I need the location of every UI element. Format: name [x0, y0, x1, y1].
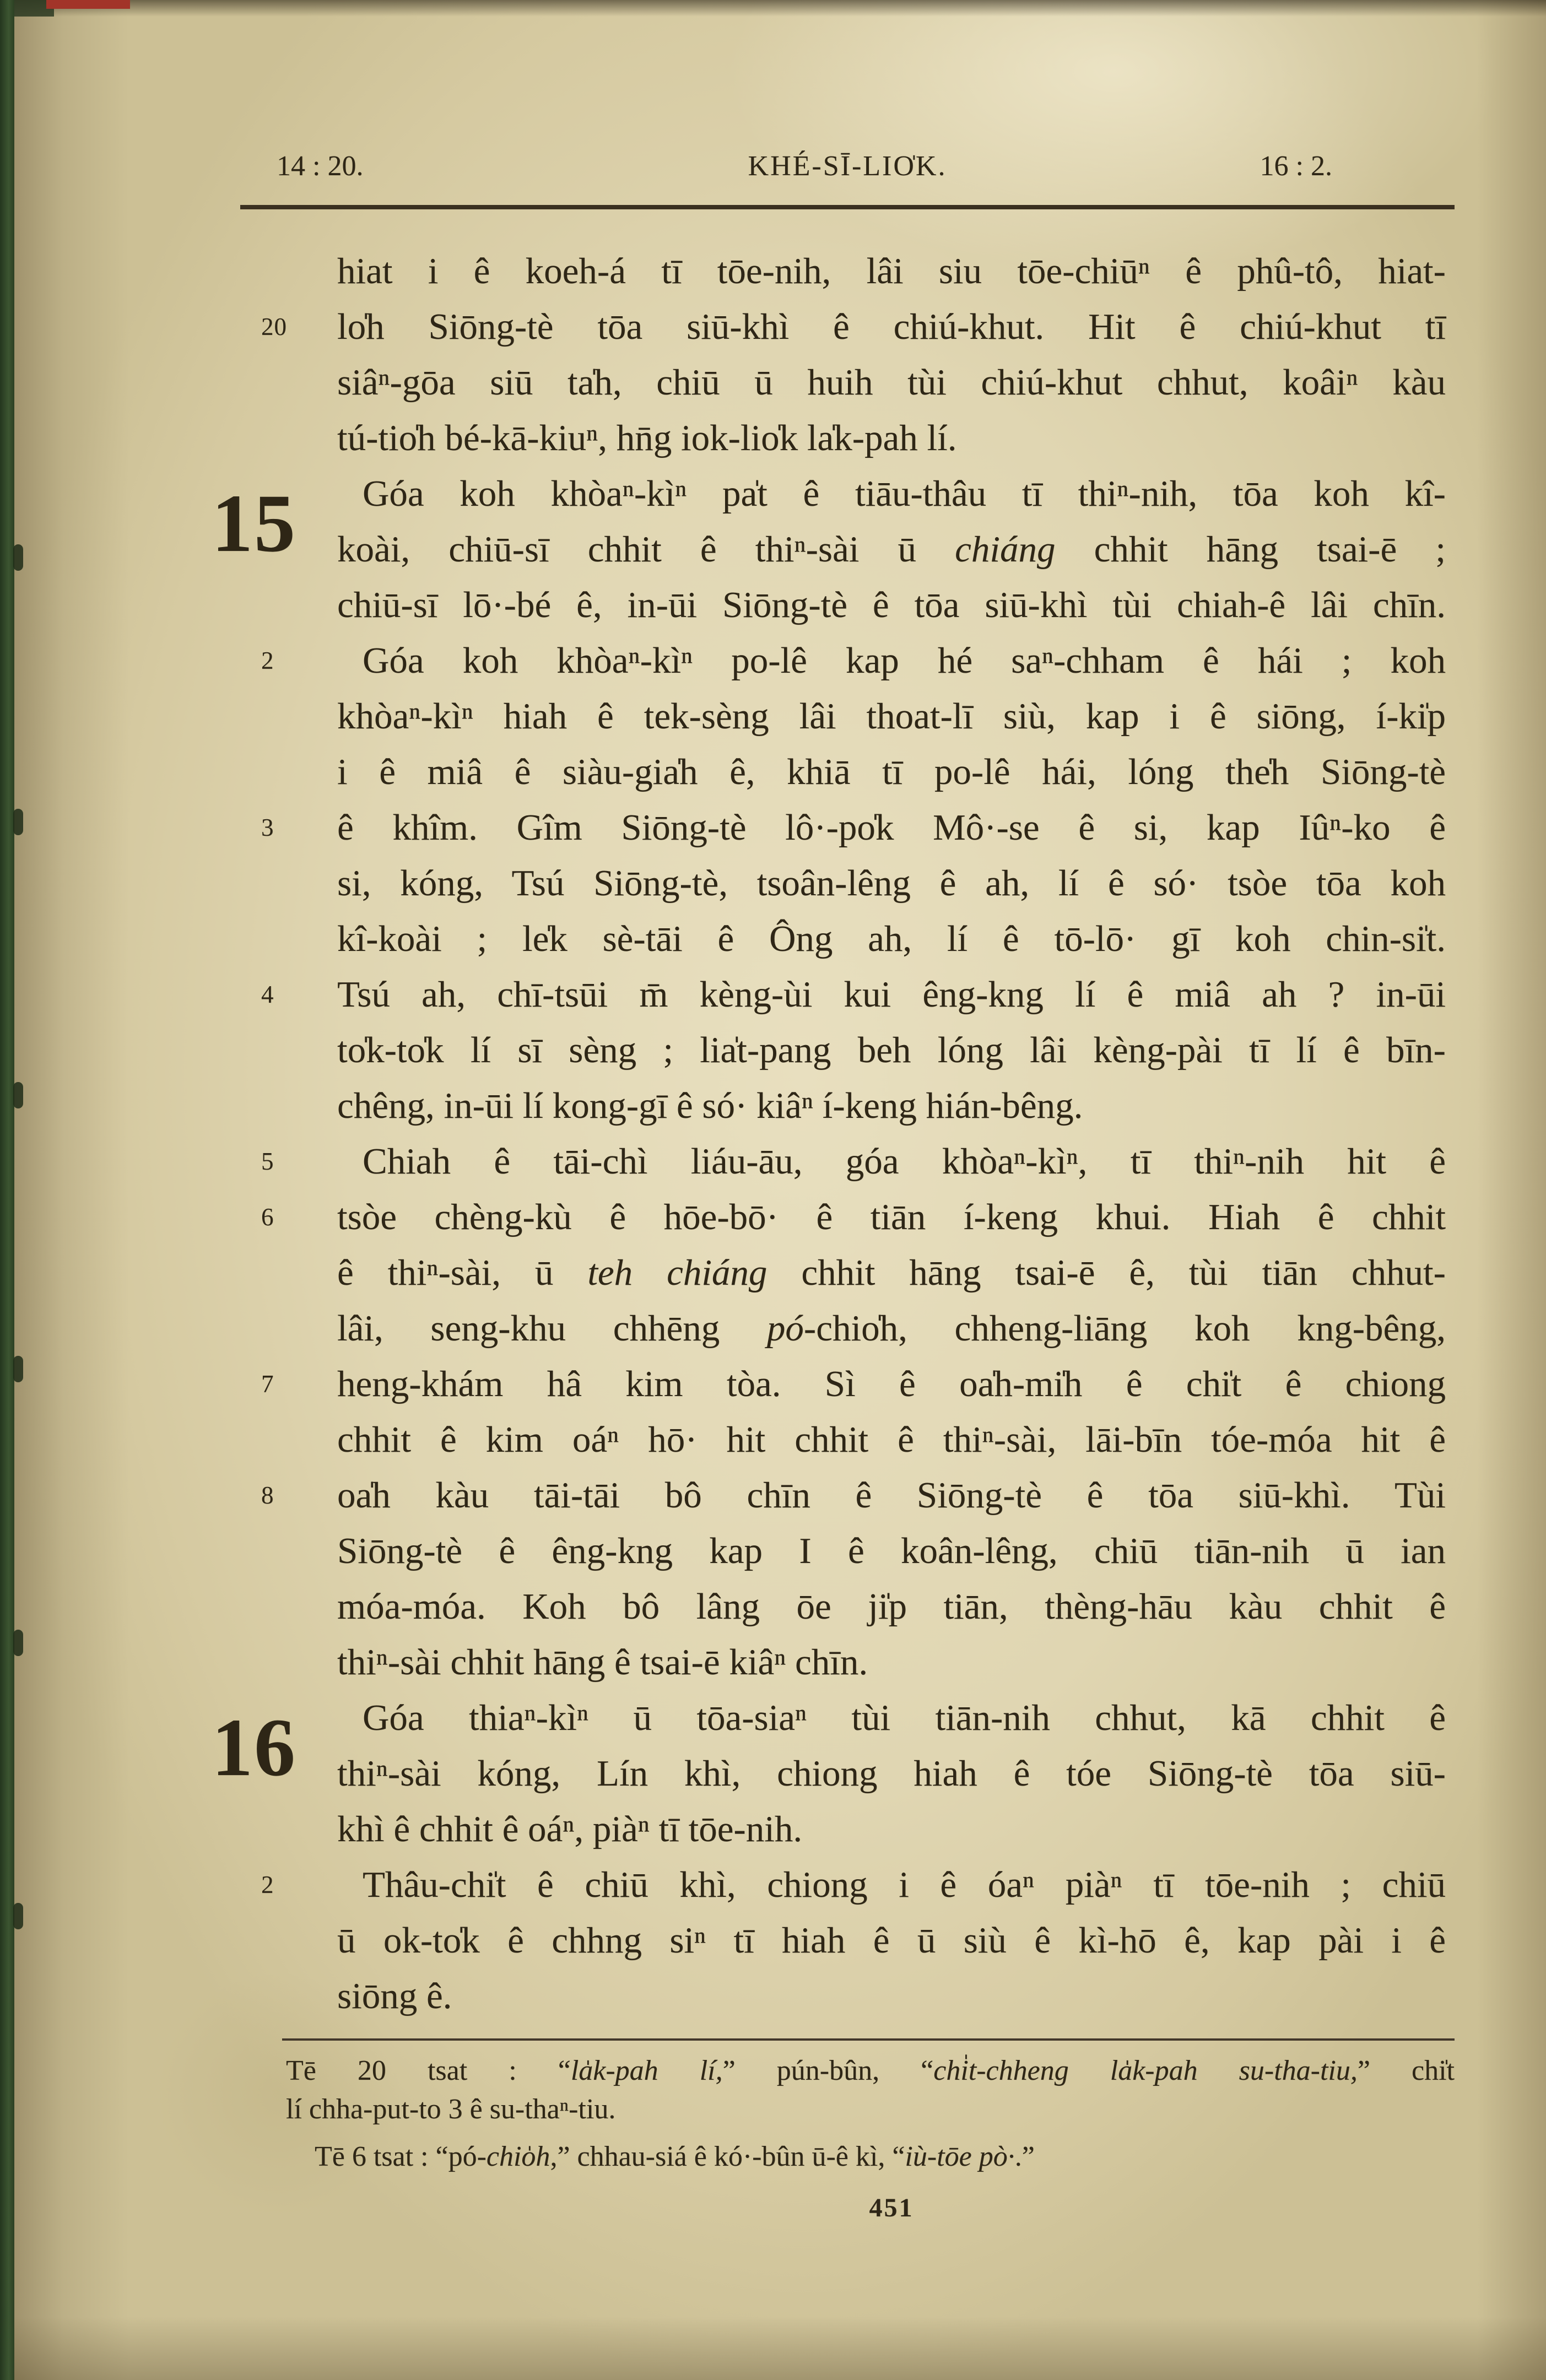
text-line [337, 1802, 1446, 1857]
binding-stitch [13, 1630, 23, 1656]
scripture-text [212, 244, 1446, 2024]
line-text: Siōng-tè ê êng-kng kap I ê koân-lêng, chiū tiān-nih ū ian [337, 1530, 1446, 1571]
footnote-text-italic: iù-tōe pò· [905, 2141, 1015, 2172]
verse-number: 2 [261, 647, 274, 674]
text-line [261, 1356, 1446, 1412]
line-text: khòaⁿ-kìⁿ hiah ê tek-sèng lâi thoat-lī siù, kap i ê siōng, í-ki̍p [337, 696, 1446, 737]
text-line [337, 1301, 1446, 1356]
text-line [337, 244, 1446, 299]
verse-number: 5 [261, 1148, 274, 1175]
line-text: thiⁿ-sài chhit hāng ê tsai-ē kiâⁿ chīn. [337, 1642, 868, 1683]
line-text: chhit hāng tsai-ē ê, tùi tiān chhut- [767, 1252, 1446, 1293]
line-text: chhit ê kim oáⁿ hō· hit chhit ê thiⁿ-sài, lāi-bīn tóe-móa hit ê [337, 1419, 1446, 1460]
footnote-text-italic: la̍k-pah lí, [570, 2055, 723, 2086]
binding-stitch [13, 544, 23, 571]
header-left-verse-ref: 14 : 20. [277, 150, 364, 182]
text-line [337, 1412, 1446, 1468]
footnote-line [286, 2052, 1455, 2090]
footnote-text: ” chi̍t [1357, 2055, 1455, 2086]
line-text: khì ê chhit ê oáⁿ, piàⁿ tī tōe-nih. [337, 1809, 803, 1849]
footnote-text: Tē 6 tsat : “pó- [315, 2141, 486, 2172]
line-text: Chiah ê tāi-chì liáu-āu, góa khòaⁿ-kìⁿ, tī thiⁿ-nih hit ê [363, 1141, 1446, 1182]
footnote-text: .” [1014, 2141, 1035, 2172]
text-line [337, 1023, 1446, 1078]
binding-stitch [13, 1903, 23, 1929]
line-text: Góa koh khòaⁿ-kìⁿ pa̍t ê tiāu-thâu tī thiⁿ-nih, tōa koh kî- [363, 473, 1446, 514]
line-text: si, kóng, Tsú Siōng-tè, tsoân-lêng ê ah, lí ê só· tsòe tōa koh [337, 863, 1446, 904]
text-line [337, 856, 1446, 911]
line-text: koài, chiū-sī chhit ê thiⁿ-sài ū [337, 529, 955, 570]
text-line [337, 1968, 1446, 2024]
line-text: to̍k-to̍k lí sī sèng ; lia̍t-pang beh lóng lâi kèng-pài tī lí ê bīn- [337, 1030, 1446, 1070]
line-text-italic: pó [766, 1308, 804, 1349]
line-text: ê thiⁿ-sài, ū [337, 1252, 588, 1293]
verse-number: 7 [261, 1370, 274, 1398]
header-rule [240, 205, 1455, 209]
verse-number: 20 [261, 313, 287, 340]
verse-number: 8 [261, 1481, 274, 1509]
line-text: kî-koài ; le̍k sè-tāi ê Ông ah, lí ê tō-lō· gī koh chin-si̍t. [337, 918, 1446, 959]
line-text: móa-móa. Koh bô lâng ōe ji̍p tiān, thèng-hāu kàu chhit ê [337, 1586, 1446, 1627]
footnote-text: lí chha-put-to 3 ê su-thaⁿ-tiu. [286, 2094, 616, 2125]
line-text: heng-khám hâ kim tòa. Sì ê oa̍h-mi̍h ê chi̍t ê chiong [337, 1364, 1446, 1404]
footnote-line [286, 2090, 1455, 2129]
text-line [261, 1134, 1446, 1189]
text-line [337, 1635, 1446, 1690]
text-line [337, 410, 1446, 466]
text-line [261, 1857, 1446, 1913]
cover-red-edge [46, 0, 130, 9]
line-text: lo̍h Siōng-tè tōa siū-khì ê chiú-khut. Hit ê chiú-khut tī [337, 306, 1446, 347]
line-text: lâi, seng-khu chhēng [337, 1308, 767, 1349]
text-line [337, 577, 1446, 633]
line-text: Tsú ah, chī-tsūi m̄ kèng-ùi kui êng-kng lí ê miâ ah ? in-ūi [337, 974, 1446, 1015]
text-line [261, 299, 1446, 355]
text-line [337, 1523, 1446, 1579]
text-line [337, 1913, 1446, 1968]
verse-number: 2 [261, 1871, 274, 1898]
footnote-text-italic: chi̍t-chheng la̍k-pah su-tha-tiu, [933, 2055, 1358, 2086]
binding-stitch [13, 1082, 23, 1108]
line-text: ū ok-to̍k ê chhng siⁿ tī hiah ê ū siù ê kì-hō ê, kap pài i ê [337, 1920, 1446, 1961]
line-text-italic: teh chiáng [587, 1252, 767, 1293]
line-text: ê khîm. Gîm Siōng-tè lô·-po̍k Mô·-se ê si, kap Iûⁿ-ko ê [337, 807, 1446, 848]
text-line [337, 466, 1446, 522]
text-line [261, 967, 1446, 1023]
line-text: chiū-sī lō·-bé ê, in-ūi Siōng-tè ê tōa siū-khì tùi chiah-ê lâi chīn. [337, 585, 1446, 625]
footnote-text-italic: chio̍h [486, 2141, 550, 2172]
line-text: tsòe chèng-kù ê hōe-bō· ê tiān í-keng khui. Hiah ê chhit [337, 1197, 1446, 1237]
text-line [337, 689, 1446, 744]
line-text: Thâu-chi̍t ê chiū khì, chiong i ê óaⁿ piàⁿ tī tōe-nih ; chiū [363, 1864, 1446, 1905]
page-header [242, 150, 1452, 190]
line-text: thiⁿ-sài kóng, Lín khì, chiong hiah ê tóe Siōng-tè tōa siū- [337, 1753, 1446, 1794]
binding-stitch [13, 809, 23, 835]
page-number: 451 [869, 2193, 914, 2222]
footnote-rule [282, 2038, 1455, 2041]
text-line [337, 1746, 1446, 1802]
line-text: Góa thiaⁿ-kìⁿ ū tōa-siaⁿ tùi tiān-nih chhut, kā chhit ê [363, 1697, 1446, 1738]
text-line [337, 1690, 1446, 1746]
text-line [337, 744, 1446, 800]
text-line [261, 1468, 1446, 1523]
verse-number: 3 [261, 814, 274, 841]
text-line [337, 1078, 1446, 1134]
footnote-text: ,” chhau-siá ê kó·-bûn ū-ê kì, “ [550, 2141, 905, 2172]
verse-number: 6 [261, 1203, 274, 1231]
binding-stitch [13, 1356, 23, 1382]
text-line [261, 800, 1446, 856]
line-text: i ê miâ ê siàu-gia̍h ê, khiā tī po-lê hái, lóng the̍h Siōng-tè [337, 751, 1446, 792]
header-right-verse-ref: 16 : 2. [1259, 150, 1332, 182]
text-line [261, 1189, 1446, 1245]
line-text: chhit hāng tsai-ē ; [1055, 529, 1446, 570]
verse-number: 4 [261, 981, 274, 1008]
line-text: tú-tio̍h bé-kā-kiuⁿ, hn̄g iok-lio̍k la̍k-pah lí. [337, 418, 957, 458]
line-text: hiat i ê koeh-á tī tōe-nih, lâi siu tōe-chiūⁿ ê phû-tô, hiat- [337, 251, 1446, 291]
footnote-line [286, 2138, 1455, 2176]
text-line [337, 1579, 1446, 1635]
text-line [337, 911, 1446, 967]
chapter-number-16: 16 [212, 1702, 296, 1793]
line-text-italic: chiáng [955, 529, 1056, 570]
line-text: siōng ê. [337, 1976, 452, 2016]
text-line [337, 1245, 1446, 1301]
book-title: KHÉ-SĪ-LIO̍K. [748, 150, 947, 182]
line-text: siâⁿ-gōa siū ta̍h, chiū ū huih tùi chiú-khut chhut, koâiⁿ kàu [337, 362, 1446, 403]
text-line [337, 355, 1446, 410]
footnotes [286, 2052, 1455, 2176]
footnote-text: Tē 20 tsat : “ [286, 2055, 571, 2086]
text-line [337, 522, 1446, 577]
line-text: Góa koh khòaⁿ-kìⁿ po-lê kap hé saⁿ-chham ê hái ; koh [363, 640, 1446, 681]
line-text: -chio̍h, chheng-liāng koh kng-bêng, [803, 1308, 1446, 1349]
text-line [261, 633, 1446, 689]
line-text: chêng, in-ūi lí kong-gī ê só· kiâⁿ í-keng hián-bêng. [337, 1085, 1083, 1126]
line-text: oa̍h kàu tāi-tāi bô chīn ê Siōng-tè ê tōa siū-khì. Tùi [337, 1475, 1446, 1516]
book-spine-edge [0, 0, 14, 2380]
footnote-text: ” pún-bûn, “ [722, 2055, 934, 2086]
chapter-number-15: 15 [212, 478, 296, 569]
